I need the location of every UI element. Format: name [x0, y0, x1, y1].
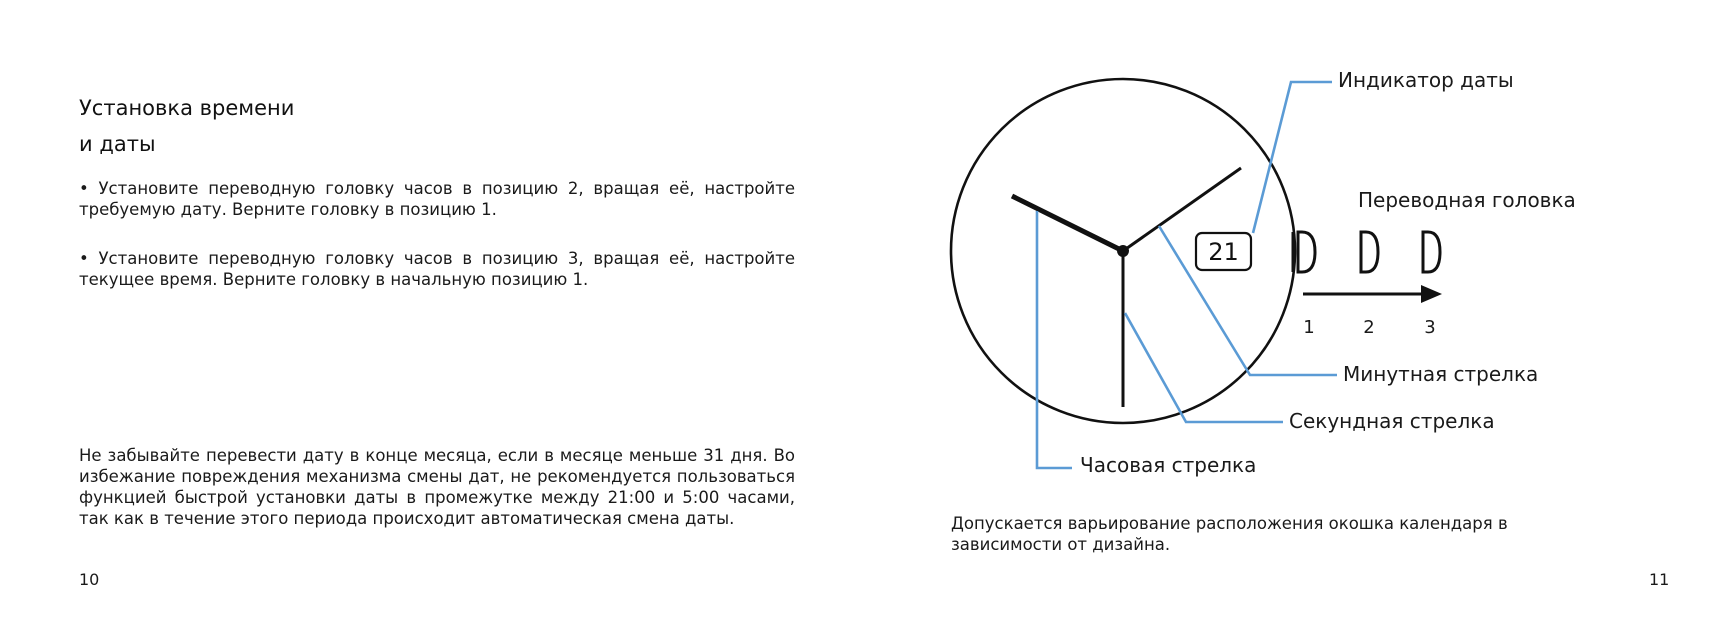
hour-hand [1012, 196, 1123, 251]
month-end-note: Не забывайте перевести дату в конце месяца, если в месяце меньше 31 дня. Во избежание повреждения механизма смены дат, не рекомендуется пользоваться функцией быстрой установки даты в промежутке между 21:00 и 5:00 часами, так как в течение этого периода происходит автоматическая смена даты. [79, 446, 795, 528]
label-hour-hand: Часовая стрелка [1080, 453, 1257, 477]
page-number-right: 11 [1649, 570, 1670, 589]
crown-position-3-icon [1423, 232, 1440, 272]
crown-position-1-icon [1293, 232, 1315, 272]
arrow-right-icon [1421, 285, 1442, 303]
instruction-date: • Установите переводную головку часов в позицию 2, вращая её, настройте требуемую дату. Верните головку в позицию 1. [79, 179, 795, 219]
instruction-time: • Установите переводную головку часов в позицию 3, вращая её, настройте текущее время. Верните головку в начальную позицию 1. [79, 249, 795, 289]
page-number-left: 10 [79, 570, 100, 589]
calendar-window-note: Допускается варьирование расположения окошка календаря в зависимости от дизайна. [951, 514, 1508, 554]
leader-second-hand [1125, 313, 1283, 422]
leader-hour-hand [1037, 211, 1072, 468]
crown-position-2-icon [1361, 232, 1378, 272]
label-minute-hand: Минутная стрелка [1343, 362, 1539, 386]
title-line-2: и даты [79, 132, 156, 156]
position-label-3: 3 [1424, 317, 1436, 338]
label-crown: Переводная головка [1358, 188, 1576, 212]
label-second-hand: Секундная стрелка [1289, 409, 1495, 433]
position-label-1: 1 [1303, 317, 1315, 338]
position-label-2: 2 [1363, 317, 1375, 338]
leader-date-indicator [1253, 82, 1332, 233]
date-window-value: 21 [1208, 238, 1239, 266]
label-date-indicator: Индикатор даты [1338, 68, 1514, 92]
title-line-1: Установка времени [79, 96, 295, 120]
hands-pivot [1117, 245, 1129, 257]
